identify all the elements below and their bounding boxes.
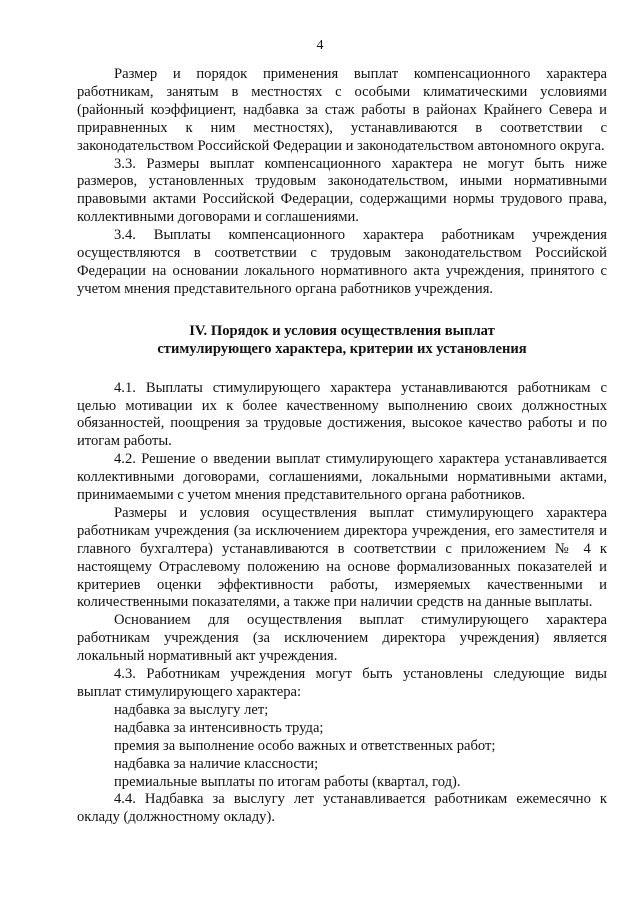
paragraph-3-3: 3.3. Размеры выплат компенсационного характера не могут быть ниже размеров, установленных трудовым законодательством, иными нормативными правовыми актами Российской Федерации, содержащими нормы трудового права, коллективными договорами и соглашениями. <box>77 155 607 226</box>
list-item: премиальные выплаты по итогам работы (квартал, год). <box>114 773 461 790</box>
paragraph-compensation-regional: Размер и порядок применения выплат компенсационного характера работникам, занятым в местностях с особыми климатическими условиями (районный коэффициент, надбавка за стаж работы в районах Крайнего Севера и приравненных к ним местностях), устанавливаются в соответствии с законодательством Российской Федерации и законодательством автономного округа. <box>77 66 607 154</box>
paragraph-4-2: 4.2. Решение о введении выплат стимулирующего характера устанавливается коллективными договорами, соглашениями, локальными нормативными актами, принимаемыми с учетом мнения представительного органа работников. <box>77 451 607 504</box>
paragraph-3-4: 3.4. Выплаты компенсационного характера работникам учреждения осуществляются в соответствии с трудовым законодательством Российской Федерации на основании локального нормативного акта учреждения, принятого с учетом мнения представительного органа работников учреждения. <box>77 227 607 297</box>
section-heading-line-1: IV. Порядок и условия осуществления выплат <box>189 322 495 339</box>
document-body <box>77 66 607 827</box>
paragraph-4-1: 4.1. Выплаты стимулирующего характера устанавливаются работникам с целью мотивации их к более качественному выполнению своих должностных обязанностей, поощрения за трудовые достижения, высокое качество работы и по итогам работы. <box>77 379 607 450</box>
incentive-types-list <box>77 702 607 792</box>
paragraph-sizes-conditions: Размеры и условия осуществления выплат стимулирующего характера работникам учреждения (за исключением директора учреждения, его заместителя и главного бухгалтера) устанавливаются в соответствии с приложением № 4 к настоящему Отраслевому положению на основе формализованных показателей и критериев оценки эффективности работы, измеряемых качественными и количественными показателями, а также при наличии средств на данные выплаты. <box>77 504 607 611</box>
paragraph-basis: Основанием для осуществления выплат стимулирующего характера работникам учреждения (за исключением директора учреждения) является локальный нормативный акт учреждения. <box>77 612 607 665</box>
paragraph-4-4: 4.4. Надбавка за выслугу лет устанавливается работникам ежемесячно к окладу (должностному окладу). <box>77 791 607 826</box>
list-item: надбавка за наличие классности; <box>114 755 319 772</box>
section-heading <box>77 323 607 359</box>
page-number: 4 <box>316 38 324 53</box>
list-item: надбавка за выслугу лет; <box>114 701 269 718</box>
section-heading-line-2: стимулирующего характера, критерии их установления <box>157 340 527 357</box>
paragraph-4-3: 4.3. Работникам учреждения могут быть установлены следующие виды выплат стимулирующего характера: <box>77 666 607 700</box>
list-item: премия за выполнение особо важных и ответственных работ; <box>114 737 496 754</box>
list-item: надбавка за интенсивность труда; <box>114 719 324 736</box>
